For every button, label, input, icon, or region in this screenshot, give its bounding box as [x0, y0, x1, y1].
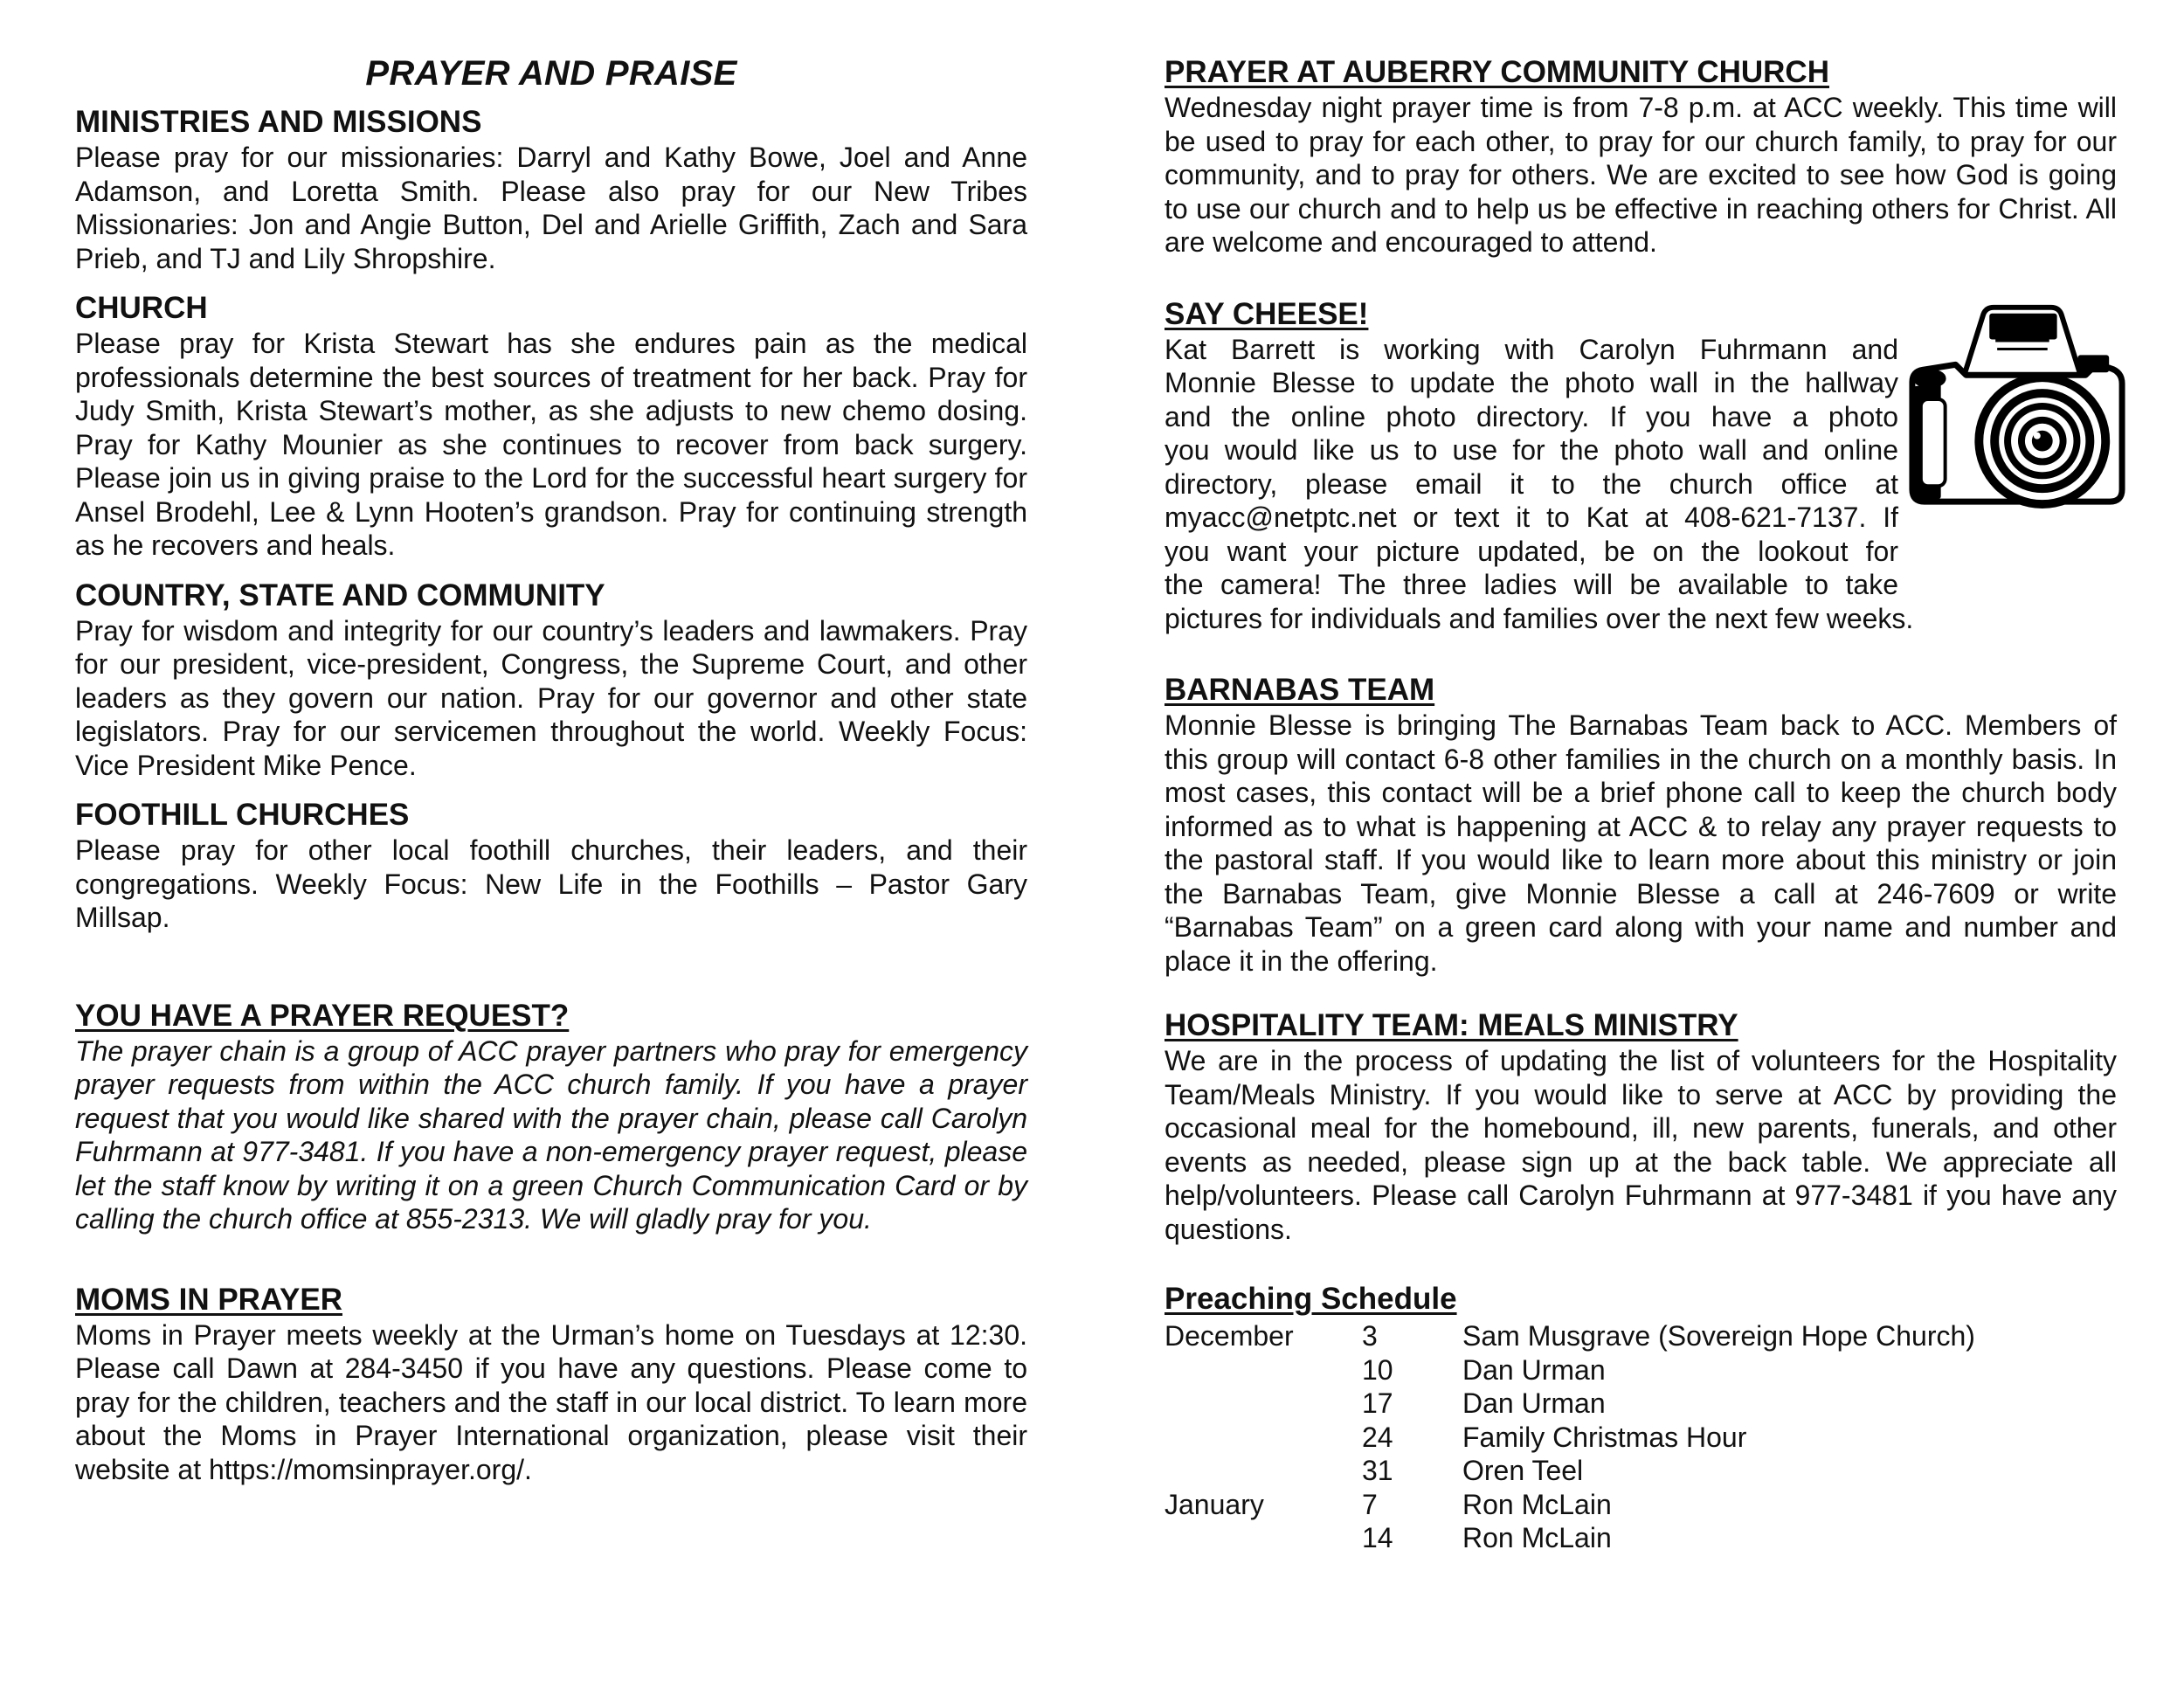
moms-section — [75, 1282, 1027, 1487]
say-cheese-heading: SAY CHEESE! — [1165, 296, 1369, 331]
say-cheese-line: myacc@netptc.net or text it to Kat at 408-621-7137. If — [1165, 502, 1898, 533]
hospitality-text: We are in the process of updating the list of volunteers for the Hospitality Team/Meals Ministry. If you would like to serve at ACC by providing the occasional meal for the homebound, ill, new parents, funerals, and other events as needed, please sign up at the back table. We appreciate all help/volunteers. Please call Carolyn Fuhrmann at 977-3481 if you have any questions. — [1165, 1045, 2117, 1245]
prayer-request-section — [75, 998, 1027, 1236]
schedule-day: 17 — [1362, 1387, 1393, 1419]
schedule-day: 10 — [1362, 1353, 1393, 1386]
schedule-speaker: Family Christmas Hour — [1462, 1421, 1747, 1453]
say-cheese-line: the camera! The three ladies will be available to take — [1165, 569, 1898, 600]
schedule-month: December — [1165, 1320, 1294, 1352]
schedule-day: 3 — [1362, 1320, 1378, 1352]
schedule-day: 14 — [1362, 1522, 1393, 1553]
right-column — [1165, 54, 2117, 1555]
church-section — [75, 290, 1027, 563]
preaching-schedule-section — [1165, 1281, 2117, 1555]
country-text: Pray for wisdom and integrity for our country’s leaders and lawmakers. Pray for our president, vice-president, Congress, the Supreme Court, and other leaders as they govern our nation. Pray for our governor and other state legislators. Pray for our servicemen throughout the world. Weekly Focus: Vice President Mike Pence. — [75, 614, 1027, 781]
schedule-month — [1165, 1421, 1362, 1455]
schedule-speaker: Dan Urman — [1462, 1353, 1606, 1386]
ministries-section — [75, 104, 1027, 275]
church-text: Please pray for Krista Stewart has she endures pain as the medical professionals determine the best sources of treatment for her back. Pray for Judy Smith, Krista Stewart’s mother, as she adjusts to new chemo dosing. Pray for Kathy Mounier as she continues to recover from back surgery. Please join us in giving praise to the Lord for the successful heart surgery for Ansel Brodehl, Lee & Lynn Hooten’s grandson. Pray for continuing strength as he recovers and heals. — [75, 328, 1027, 561]
schedule-month — [1165, 1387, 1362, 1421]
schedule-row — [1165, 1521, 1975, 1555]
camera-icon — [1904, 287, 2129, 515]
schedule-month — [1165, 1353, 1362, 1387]
schedule-row — [1165, 1319, 1975, 1353]
say-cheese-line: Monnie Blesse to update the photo wall in the hallway — [1165, 367, 1898, 398]
country-section — [75, 578, 1027, 783]
schedule-speaker: Dan Urman — [1462, 1387, 1606, 1419]
schedule-row — [1165, 1353, 1975, 1387]
acc-prayer-section — [1165, 54, 2117, 259]
foothill-section — [75, 797, 1027, 935]
schedule-row — [1165, 1387, 1975, 1421]
schedule-month: January — [1165, 1488, 1264, 1520]
left-column — [75, 54, 1027, 1486]
schedule-speaker: Ron McLain — [1462, 1488, 1612, 1520]
schedule-month — [1165, 1454, 1362, 1488]
moms-text: Moms in Prayer meets weekly at the Urman’s home on Tuesdays at 12:30. Please call Dawn at 284-3450 if you have any questions. Please come to pray for the children, teachers and the staff in our local district. To learn more about the Moms in Prayer International organization, please visit their website at https://momsinprayer.org/. — [75, 1318, 1027, 1485]
schedule-month — [1165, 1521, 1362, 1555]
schedule-row — [1165, 1488, 1975, 1522]
say-cheese-line: Kat Barrett is working with Carolyn Fuhrmann and — [1165, 333, 1898, 365]
page-title: PRAYER AND PRAISE — [365, 54, 737, 93]
ministries-text: Please pray for our missionaries: Darryl and Kathy Bowe, Joel and Anne Adamson, and Loretta Smith. Please also pray for our New Tribes Missionaries: Jon and Angie Button, Del and Arielle Griffith, Zach and Sara Prieb, and TJ and Lily Shropshire. — [75, 142, 1027, 274]
hospitality-heading: HOSPITALITY TEAM: MEALS MINISTRY — [1165, 1008, 1738, 1042]
preaching-schedule-table — [1165, 1319, 1975, 1555]
prayer-request-text: The prayer chain is a group of ACC prayer partners who pray for emergency prayer requests from within the ACC church family. If you have a prayer request that you would like shared with the prayer chain, please call Carolyn Fuhrmann at 977-3481. If you have a non-emergency prayer request, please let the staff know by writing it on a green Church Communication Card or by calling the church office at 855-2313. We will gladly pray for you. — [75, 1034, 1027, 1235]
schedule-day: 7 — [1362, 1488, 1378, 1520]
ministries-heading: MINISTRIES AND MISSIONS — [75, 105, 482, 139]
schedule-speaker: Ron McLain — [1462, 1522, 1612, 1553]
say-cheese-line: you would like us to use for the photo wall and online — [1165, 434, 1898, 466]
say-cheese-line: and the online photo directory. If you have a photo — [1165, 400, 1898, 432]
say-cheese-line: directory, please email it to the church office at — [1165, 467, 1898, 500]
moms-heading: MOMS IN PRAYER — [75, 1282, 342, 1317]
schedule-day: 24 — [1362, 1421, 1393, 1453]
say-cheese-line: you want your picture updated, be on the lookout for — [1165, 535, 1898, 567]
hospitality-section — [1165, 1007, 2117, 1246]
schedule-row — [1165, 1421, 1975, 1455]
acc-prayer-heading: PRAYER AT AUBERRY COMMUNITY CHURCH — [1165, 55, 1829, 89]
acc-prayer-text: Wednesday night prayer time is from 7-8 p.m. at ACC weekly. This time will be used to pray for each other, to pray for our church family, to pray for our community, and to pray for others. We are excited to see how God is going to use our church and to help us be effective in reaching others for Christ. All are welcome and encouraged to attend. — [1165, 92, 2117, 258]
preaching-schedule-heading: Preaching Schedule — [1165, 1282, 1457, 1316]
say-cheese-section — [1165, 296, 2117, 636]
schedule-day: 31 — [1362, 1455, 1393, 1486]
say-cheese-line-last: pictures for individuals and families over the next few weeks. — [1165, 602, 1914, 634]
country-heading: COUNTRY, STATE AND COMMUNITY — [75, 578, 605, 612]
foothill-text: Please pray for other local foothill churches, their leaders, and their congregations. Weekly Focus: New Life in the Foothills – Pastor Gary Millsap. — [75, 834, 1027, 933]
barnabas-heading: BARNABAS TEAM — [1165, 673, 1435, 707]
prayer-request-heading: YOU HAVE A PRAYER REQUEST? — [75, 998, 570, 1033]
schedule-speaker: Sam Musgrave (Sovereign Hope Church) — [1462, 1320, 1975, 1352]
schedule-speaker: Oren Teel — [1462, 1455, 1584, 1486]
barnabas-section — [1165, 672, 2117, 978]
church-heading: CHURCH — [75, 291, 208, 325]
barnabas-text: Monnie Blesse is bringing The Barnabas Team back to ACC. Members of this group will contact 6-8 other families in the church on a monthly basis. In most cases, this contact will be a brief phone call to keep the church body informed as to what is happening at ACC & to relay any prayer requests to the pastoral staff. If you would like to learn more about this ministry or join the Barnabas Team, give Monnie Blesse a call at 246-7609 or write “Barnabas Team” on a green card along with your name and number and place it in the offering. — [1165, 709, 2117, 977]
foothill-heading: FOOTHILL CHURCHES — [75, 798, 410, 832]
say-cheese-body — [1165, 333, 1898, 602]
schedule-row — [1165, 1454, 1975, 1488]
